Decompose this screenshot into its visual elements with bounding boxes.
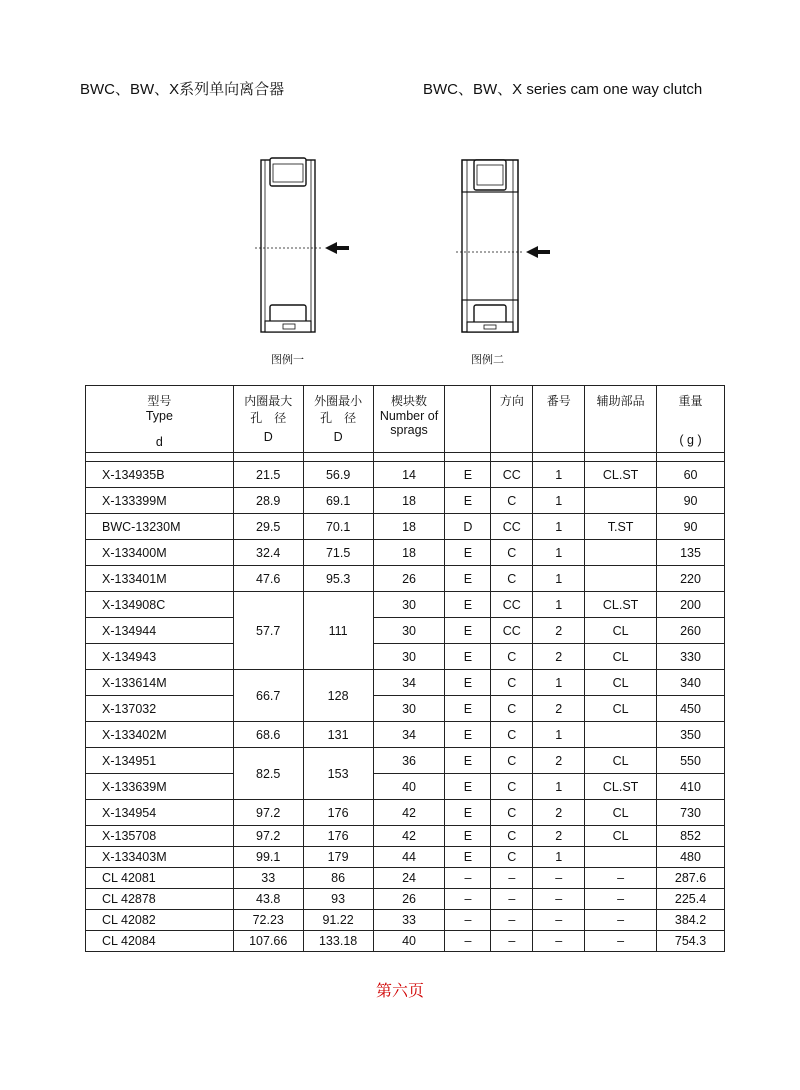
cell-dir: C [491,670,533,696]
cell-acc [585,566,657,592]
cell-outer: 95.3 [303,566,373,592]
cell-inner: 47.6 [233,566,303,592]
cell-inner: 97.2 [233,800,303,826]
table-row [86,868,725,889]
cell-num: – [533,910,585,931]
cell-weight: 550 [657,748,725,774]
cell-dir: C [491,800,533,826]
outer-zh2: 孔 径 [320,411,357,425]
cell-outer: 128 [303,670,373,722]
table-row [86,748,725,774]
cell-inner: 72.23 [233,910,303,931]
cell-acc: – [585,889,657,910]
cell-type: X-133402M [86,722,234,748]
clutch-diagram-1 [245,155,365,340]
inner-zh2: 孔 径 [250,411,287,425]
cell-dir: – [491,931,533,952]
cell-outer: 71.5 [303,540,373,566]
cell-type: CL 42082 [86,910,234,931]
cell-num: 1 [533,847,585,868]
cell-type: BWC-13230M [86,514,234,540]
cell-inner: 29.5 [233,514,303,540]
table-row [86,800,725,826]
table-row [86,774,725,800]
cell-inner: 33 [233,868,303,889]
cell-sprags: 26 [373,566,445,592]
table-header-row [86,386,725,453]
cell-type: CL 42878 [86,889,234,910]
type-sym: d [155,435,163,449]
cell-sprags: 34 [373,722,445,748]
cell-type: X-137032 [86,696,234,722]
header-gap-row [86,453,725,462]
cell-acc [585,847,657,868]
cell-num: 2 [533,618,585,644]
table-row [86,696,725,722]
cell-inner: 82.5 [233,748,303,800]
cell-type: X-134951 [86,748,234,774]
cell-sprags: 30 [373,644,445,670]
cell-fig: E [445,696,491,722]
cell-sprags: 14 [373,462,445,488]
table-row [86,618,725,644]
cell-num: 1 [533,566,585,592]
clutch-diagram-2 [452,155,572,340]
cell-num: 2 [533,800,585,826]
col-accessory-header [585,386,657,453]
inner-zh1: 内圈最大 [244,394,293,408]
cell-type: X-133614M [86,670,234,696]
cell-weight: 754.3 [657,931,725,952]
cell-dir: C [491,644,533,670]
cell-type: CL 42084 [86,931,234,952]
cell-outer: 133.18 [303,931,373,952]
table-row [86,592,725,618]
cell-outer: 70.1 [303,514,373,540]
cell-num: 1 [533,670,585,696]
cell-sprags: 40 [373,931,445,952]
cell-dir: C [491,847,533,868]
cell-outer: 111 [303,592,373,670]
cell-fig: E [445,488,491,514]
cell-sprags: 26 [373,889,445,910]
cell-fig: E [445,670,491,696]
cell-outer: 91.22 [303,910,373,931]
page-number: 第六页 [375,981,424,1000]
cell-type: X-134943 [86,644,234,670]
cell-weight: 287.6 [657,868,725,889]
cell-fig: E [445,592,491,618]
type-en: Type [145,409,173,423]
cell-sprags: 18 [373,488,445,514]
cell-acc: T.ST [585,514,657,540]
cell-acc: CL [585,748,657,774]
table-row [86,826,725,847]
cell-acc: CL.ST [585,774,657,800]
cell-dir: CC [491,462,533,488]
cell-inner: 99.1 [233,847,303,868]
cell-dir: C [491,696,533,722]
cell-type: CL 42081 [86,868,234,889]
sprags-en2: sprags [390,423,428,437]
cell-type: X-134954 [86,800,234,826]
cell-type: X-134935B [86,462,234,488]
cell-num: 2 [533,696,585,722]
cell-sprags: 24 [373,868,445,889]
cell-acc: CL [585,696,657,722]
cell-acc: CL.ST [585,462,657,488]
cell-num: – [533,931,585,952]
cell-num: – [533,868,585,889]
cell-acc: – [585,910,657,931]
cell-num: 1 [533,514,585,540]
col-weight-header [657,386,725,453]
cell-sprags: 44 [373,847,445,868]
cell-sprags: 30 [373,592,445,618]
cell-outer: 153 [303,748,373,800]
cell-dir: CC [491,514,533,540]
cell-outer: 56.9 [303,462,373,488]
accessory-zh: 辅助部品 [596,394,645,408]
cell-num: 1 [533,540,585,566]
cell-weight: 384.2 [657,910,725,931]
weight-unit: ( g ) [679,433,702,447]
cell-acc [585,722,657,748]
cell-type: X-133401M [86,566,234,592]
table-row [86,670,725,696]
cell-num: 2 [533,748,585,774]
cell-num: 1 [533,774,585,800]
cell-sprags: 40 [373,774,445,800]
cell-dir: C [491,722,533,748]
cell-weight: 410 [657,774,725,800]
cell-dir: CC [491,592,533,618]
cell-weight: 60 [657,462,725,488]
cell-type: X-133639M [86,774,234,800]
cell-weight: 90 [657,488,725,514]
cell-weight: 135 [657,540,725,566]
cell-type: X-133403M [86,847,234,868]
cell-fig: – [445,910,491,931]
weight-zh: 重量 [678,394,703,408]
cell-num: – [533,889,585,910]
cell-outer: 176 [303,826,373,847]
cell-weight: 260 [657,618,725,644]
col-outer-header [303,386,373,453]
number-zh: 番号 [546,394,571,408]
cell-dir: C [491,774,533,800]
col-number-header [533,386,585,453]
cell-sprags: 42 [373,800,445,826]
outer-sym: D [333,430,343,444]
cell-sprags: 33 [373,910,445,931]
table-row [86,722,725,748]
cell-type: X-133400M [86,540,234,566]
page-title-zh: BWC、BW、X系列单向离合器 [80,81,285,98]
cell-weight: 200 [657,592,725,618]
cell-fig: E [445,644,491,670]
cell-dir: C [491,566,533,592]
cell-fig: E [445,800,491,826]
cell-weight: 480 [657,847,725,868]
cell-acc [585,540,657,566]
cell-acc: CL [585,670,657,696]
cell-fig: E [445,722,491,748]
cell-acc: CL [585,618,657,644]
cell-inner: 107.66 [233,931,303,952]
outer-zh1: 外圈最小 [314,394,363,408]
table-row [86,931,725,952]
cell-inner: 97.2 [233,826,303,847]
cell-dir: C [491,826,533,847]
cell-weight: 90 [657,514,725,540]
cell-fig: E [445,826,491,847]
cell-weight: 340 [657,670,725,696]
cell-outer: 176 [303,800,373,826]
col-direction-header [491,386,533,453]
cell-acc: – [585,931,657,952]
cell-acc: – [585,868,657,889]
cell-dir: – [491,889,533,910]
table-row [86,462,725,488]
cell-num: 1 [533,462,585,488]
cell-sprags: 30 [373,618,445,644]
cell-acc: CL [585,800,657,826]
cell-fig: E [445,847,491,868]
cell-weight: 730 [657,800,725,826]
cell-num: 1 [533,592,585,618]
col-sprags-header [373,386,445,453]
table-row [86,566,725,592]
table-row [86,644,725,670]
cell-type: X-134908C [86,592,234,618]
cell-sprags: 42 [373,826,445,847]
cell-weight: 225.4 [657,889,725,910]
cell-inner: 66.7 [233,670,303,722]
table-row [86,514,725,540]
cell-inner: 43.8 [233,889,303,910]
cell-fig: – [445,931,491,952]
cell-type: X-133399M [86,488,234,514]
col-type-header [86,386,234,453]
type-zh: 型号 [147,394,172,408]
cell-inner: 21.5 [233,462,303,488]
cell-dir: C [491,488,533,514]
cell-inner: 32.4 [233,540,303,566]
cell-acc [585,488,657,514]
cell-weight: 852 [657,826,725,847]
cell-fig: D [445,514,491,540]
cell-outer: 93 [303,889,373,910]
cell-fig: E [445,748,491,774]
cell-fig: E [445,462,491,488]
inner-sym: D [263,430,273,444]
cell-weight: 350 [657,722,725,748]
cell-type: X-135708 [86,826,234,847]
cell-acc: CL [585,644,657,670]
cell-sprags: 18 [373,514,445,540]
cell-outer: 69.1 [303,488,373,514]
cell-weight: 330 [657,644,725,670]
cell-weight: 220 [657,566,725,592]
cell-outer: 131 [303,722,373,748]
cell-type: X-134944 [86,618,234,644]
cell-dir: CC [491,618,533,644]
cell-num: 1 [533,722,585,748]
cell-fig: – [445,868,491,889]
cell-outer: 179 [303,847,373,868]
cell-outer: 86 [303,868,373,889]
cell-acc: CL [585,826,657,847]
cell-fig: E [445,774,491,800]
cell-num: 1 [533,488,585,514]
cell-sprags: 36 [373,748,445,774]
figure-2-caption: 图例二 [471,354,504,366]
cell-inner: 57.7 [233,592,303,670]
sprags-zh: 楔块数 [391,394,428,408]
cell-dir: C [491,540,533,566]
cell-sprags: 34 [373,670,445,696]
cell-sprags: 18 [373,540,445,566]
cell-weight: 450 [657,696,725,722]
cell-num: 2 [533,826,585,847]
page-title-en: BWC、BW、X series cam one way clutch [423,81,703,98]
cell-fig: E [445,618,491,644]
cell-fig: E [445,566,491,592]
direction-zh: 方向 [499,394,524,408]
clutch-spec-table [85,385,725,952]
cell-num: 2 [533,644,585,670]
table-row [86,540,725,566]
cell-inner: 68.6 [233,722,303,748]
cell-dir: – [491,868,533,889]
cell-fig: E [445,540,491,566]
figure-1-caption: 图例一 [271,354,304,366]
cell-sprags: 30 [373,696,445,722]
col-inner-header [233,386,303,453]
table-row [86,847,725,868]
cell-dir: – [491,910,533,931]
table-row [86,488,725,514]
cell-inner: 28.9 [233,488,303,514]
sprags-en1: Number of [379,409,439,423]
table-row [86,910,725,931]
table-row [86,889,725,910]
cell-acc: CL.ST [585,592,657,618]
col-figure-header [445,386,491,453]
cell-fig: – [445,889,491,910]
cell-dir: C [491,748,533,774]
